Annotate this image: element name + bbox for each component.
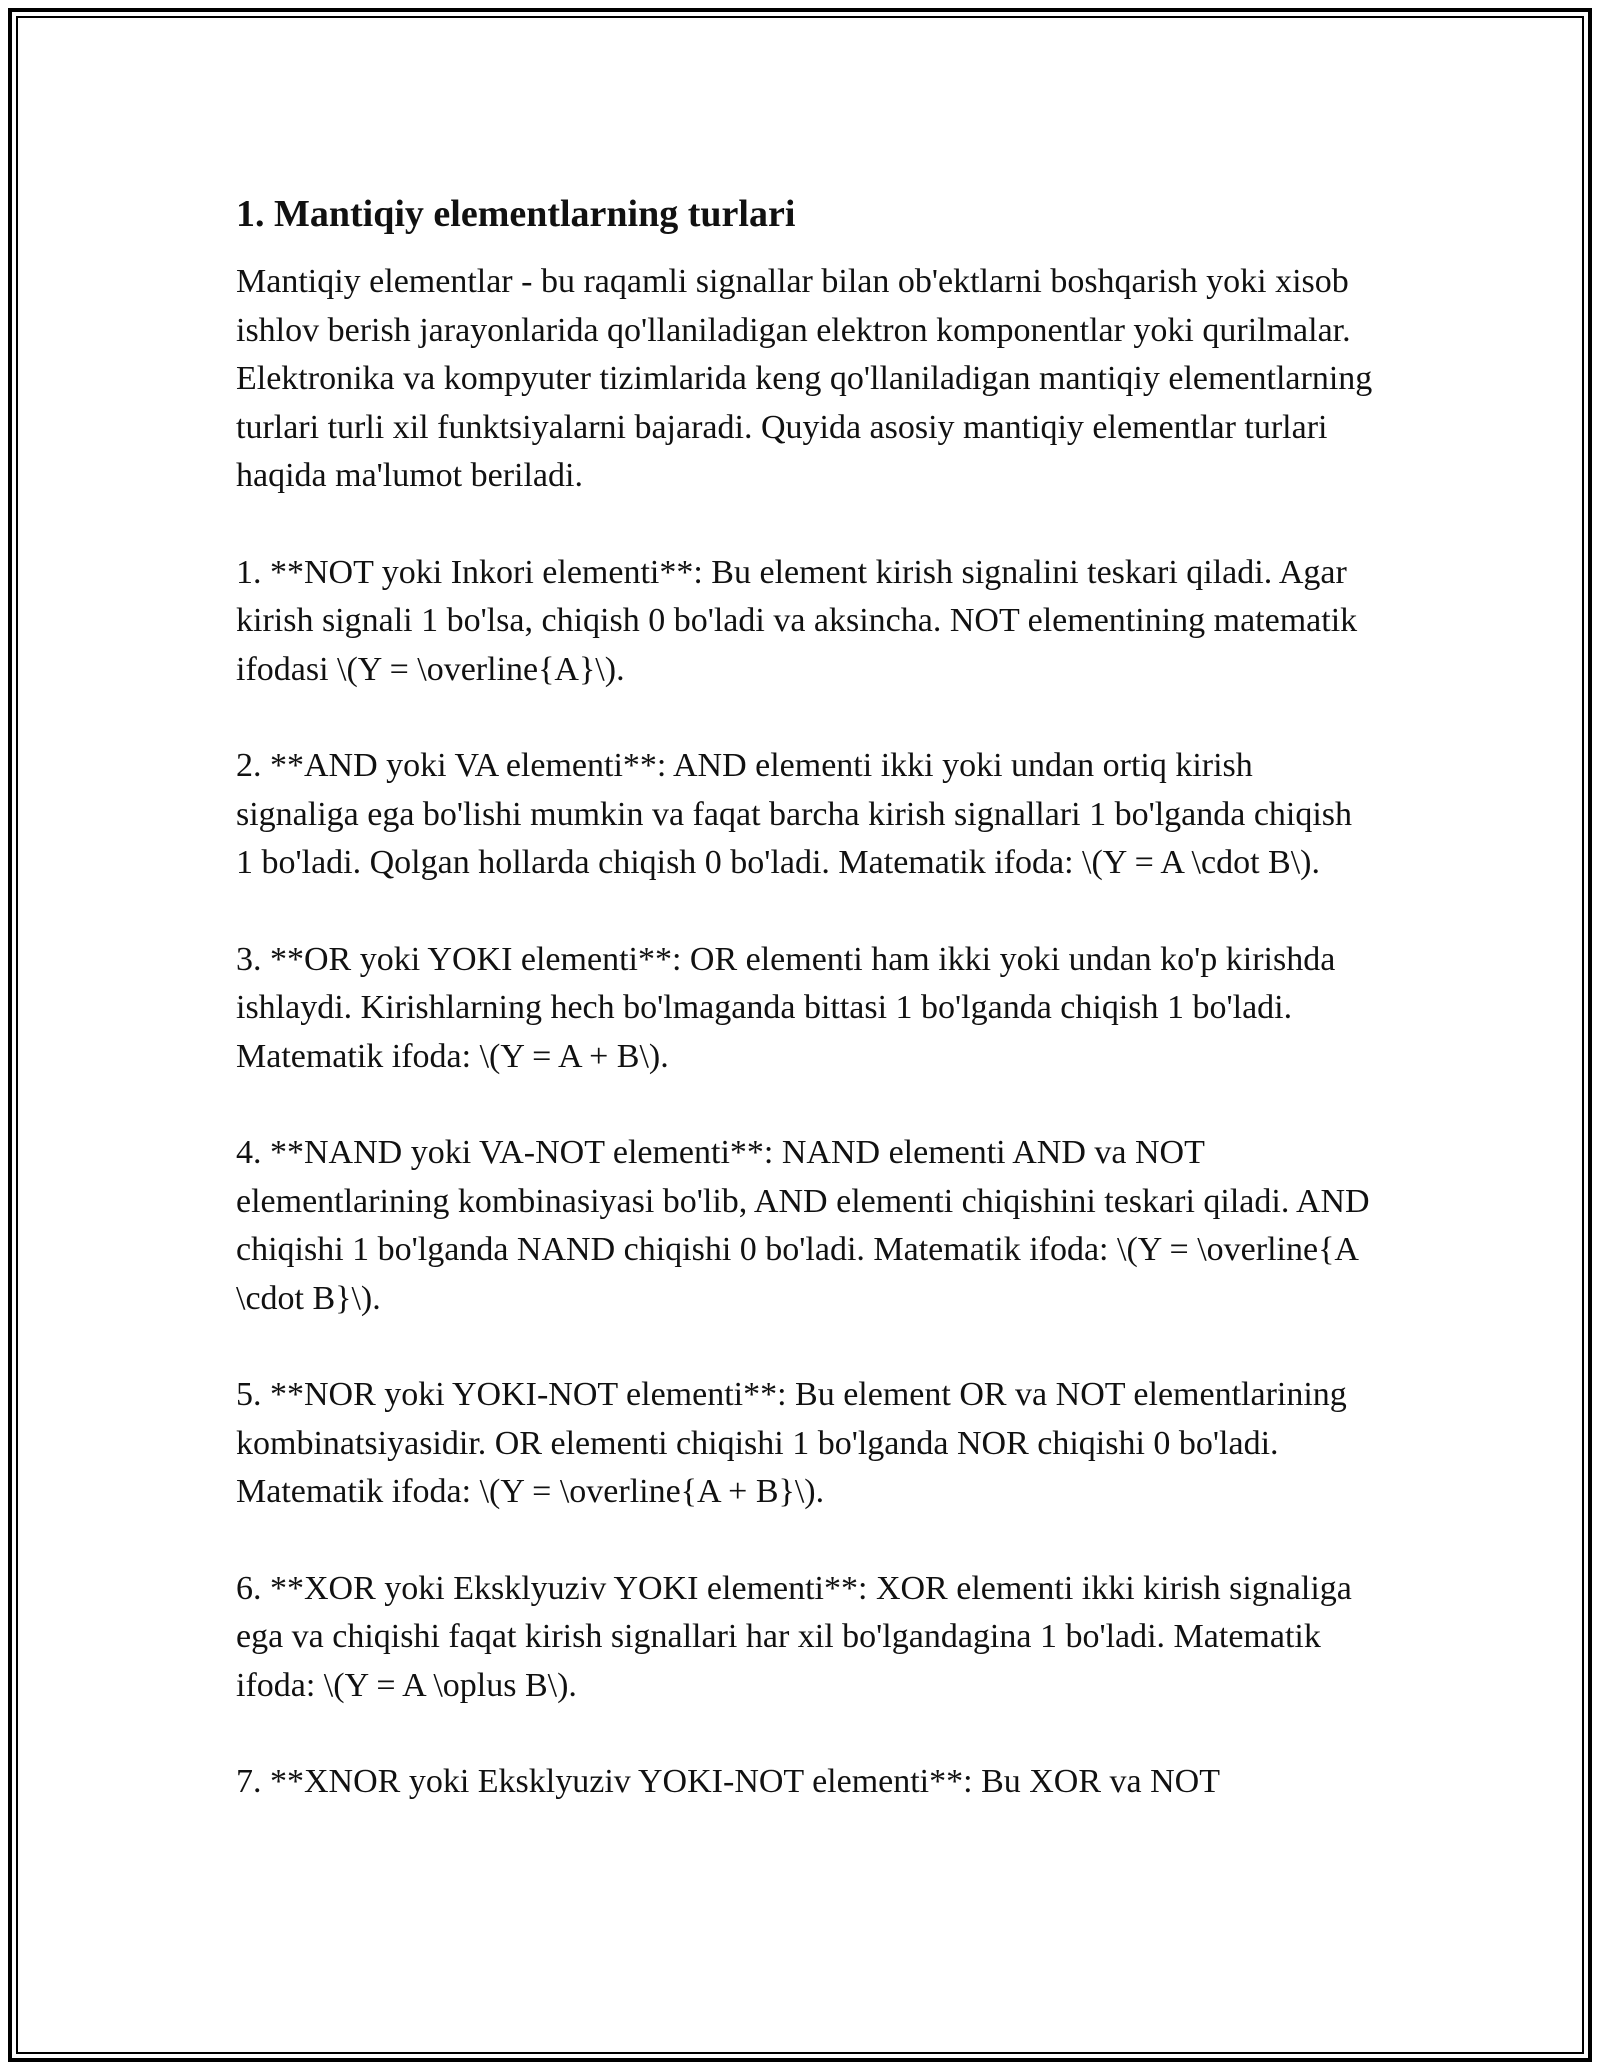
nand-element-paragraph: 4. **NAND yoki VA-NOT elementi**: NAND elementi AND va NOT elementlarining kombinasiyasi bo'lib, AND elementi chiqishini teskari qiladi. AND chiqishi 1 bo'lganda NAND chiqishi 0 bo'ladi. Matematik ifoda: \(Y = \overline{A \cdot B}\). xyxy=(236,1134,1370,1317)
and-element-paragraph: 2. **AND yoki VA elementi**: AND elementi ikki yoki undan ortiq kirish signaliga ega bo'lishi mumkin va faqat barcha kirish signallari 1 bo'lganda chiqish 1 bo'ladi. Qolgan hollarda chiqish 0 bo'ladi. Matematik ifoda: \(Y = A \cdot B\). xyxy=(236,747,1353,881)
xnor-element-paragraph: 7. **XNOR yoki Eksklyuziv YOKI-NOT elementi**: Bu XOR va NOT xyxy=(236,1763,1221,1800)
nor-element-paragraph: 5. **NOR yoki YOKI-NOT elementi**: Bu element OR va NOT elementlarining kombinatsiyasidir. OR elementi chiqishi 1 bo'lganda NOR chiqishi 0 bo'ladi. Matematik ifoda: \(Y = \overline{A + B}\). xyxy=(236,1376,1347,1510)
section-heading: 1. Mantiqiy elementlarning turlari xyxy=(236,193,796,235)
document-body xyxy=(236,188,1376,1855)
intro-paragraph: Mantiqiy elementlar - bu raqamli signallar bilan ob'ektlarni boshqarish yoki xisob ishlov berish jarayonlarida qo'llaniladigan elektron komponentlar yoki qurilmalar. Elektronika va kompyuter tizimlarida keng qo'llaniladigan mantiqiy elementlarning turlari turli xil funktsiyalarni bajaradi. Quyida asosiy mantiqiy elementlar turlari haqida ma'lumot beriladi. xyxy=(236,263,1373,494)
or-element-paragraph: 3. **OR yoki YOKI elementi**: OR elementi ham ikki yoki undan ko'p kirishda ishlaydi. Kirishlarning hech bo'lmaganda bittasi 1 bo'lganda chiqish 1 bo'ladi. Matematik ifoda: \(Y = A + B\). xyxy=(236,940,1336,1075)
xor-element-paragraph: 6. **XOR yoki Eksklyuziv YOKI elementi**: XOR elementi ikki kirish signaliga ega va chiqishi faqat kirish signallari har xil bo'lgandagina 1 bo'ladi. Matematik ifoda: \(Y = A \oplus B\). xyxy=(236,1569,1352,1704)
not-element-paragraph: 1. **NOT yoki Inkori elementi**: Bu element kirish signalini teskari qiladi. Agar kirish signali 1 bo'lsa, chiqish 0 bo'ladi va aksincha. NOT elementining matematik ifodasi \(Y = \overline{A}\). xyxy=(236,553,1358,688)
